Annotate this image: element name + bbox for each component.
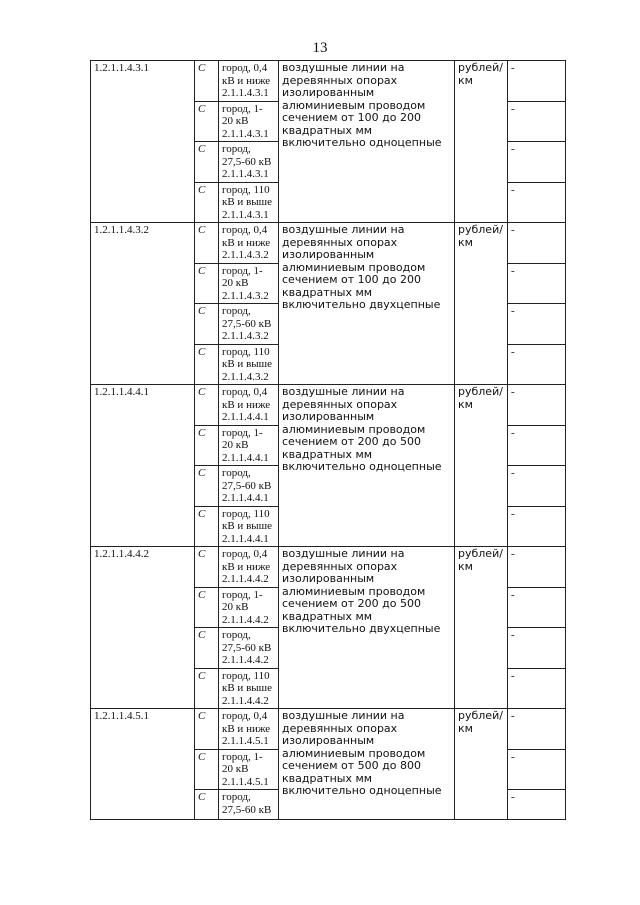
row-value: - — [508, 142, 566, 183]
row-value: - — [508, 344, 566, 385]
row-code: 1.2.1.1.4.4.1 — [91, 385, 195, 547]
row-region: город, 110 кВ и выше 2.1.1.4.4.1 — [219, 506, 279, 547]
row-letter: C — [195, 466, 219, 507]
row-description: воздушные линии на деревянных опорах изолированным алюминиевым проводом сечением от 500 до 800 квадратных мм включительно одноцепные — [279, 709, 455, 820]
row-description: воздушные линии на деревянных опорах изолированным алюминиевым проводом сечением от 200 до 500 квадратных мм включительно одноцепные — [279, 385, 455, 547]
row-code: 1.2.1.1.4.4.2 — [91, 547, 195, 709]
row-description: воздушные линии на деревянных опорах изолированным алюминиевым проводом сечением от 100 до 200 квадратных мм включительно двухцепные — [279, 223, 455, 385]
row-description: воздушные линии на деревянных опорах изолированным алюминиевым проводом сечением от 200 до 500 квадратных мм включительно двухцепные — [279, 547, 455, 709]
row-letter: C — [195, 182, 219, 223]
row-region: город, 27,5-60 кВ 2.1.1.4.4.1 — [219, 466, 279, 507]
row-letter: C — [195, 506, 219, 547]
row-value: - — [508, 790, 566, 820]
row-code: 1.2.1.1.4.5.1 — [91, 709, 195, 820]
row-region: город, 110 кВ и выше 2.1.1.4.4.2 — [219, 668, 279, 709]
row-region: город, 110 кВ и выше 2.1.1.4.3.1 — [219, 182, 279, 223]
row-region: город, 1- 20 кВ 2.1.1.4.4.2 — [219, 587, 279, 628]
row-unit: рублей/ км — [455, 547, 508, 709]
row-region: город, 1- 20 кВ 2.1.1.4.5.1 — [219, 749, 279, 790]
row-unit: рублей/ км — [455, 61, 508, 223]
row-letter: C — [195, 223, 219, 264]
row-region: город, 1- 20 кВ 2.1.1.4.3.1 — [219, 101, 279, 142]
table-row — [91, 223, 566, 264]
row-value: - — [508, 466, 566, 507]
row-value: - — [508, 547, 566, 588]
row-letter: C — [195, 344, 219, 385]
row-value: - — [508, 223, 566, 264]
row-region: город, 0,4 кВ и ниже 2.1.1.4.4.1 — [219, 385, 279, 426]
row-region: город, 27,5-60 кВ 2.1.1.4.3.2 — [219, 304, 279, 345]
row-region: город, 1- 20 кВ 2.1.1.4.4.1 — [219, 425, 279, 466]
row-value: - — [508, 709, 566, 750]
row-region: город, 27,5-60 кВ — [219, 790, 279, 820]
tariff-table-body — [91, 61, 566, 820]
row-value: - — [508, 587, 566, 628]
tariff-table — [90, 60, 566, 820]
row-description: воздушные линии на деревянных опорах изолированным алюминиевым проводом сечением от 100 до 200 квадратных мм включительно одноцепные — [279, 61, 455, 223]
row-letter: C — [195, 304, 219, 345]
row-value: - — [508, 182, 566, 223]
row-value: - — [508, 628, 566, 669]
row-code: 1.2.1.1.4.3.1 — [91, 61, 195, 223]
table-row — [91, 385, 566, 426]
row-letter: C — [195, 547, 219, 588]
row-value: - — [508, 385, 566, 426]
row-value: - — [508, 304, 566, 345]
row-region: город, 1- 20 кВ 2.1.1.4.3.2 — [219, 263, 279, 304]
row-region: город, 27,5-60 кВ 2.1.1.4.3.1 — [219, 142, 279, 183]
row-value: - — [508, 101, 566, 142]
row-letter: C — [195, 668, 219, 709]
row-letter: C — [195, 61, 219, 102]
row-unit: рублей/ км — [455, 709, 508, 820]
page-number: 13 — [312, 40, 328, 56]
row-code: 1.2.1.1.4.3.2 — [91, 223, 195, 385]
row-value: - — [508, 263, 566, 304]
row-value: - — [508, 749, 566, 790]
row-letter: C — [195, 263, 219, 304]
row-region: город, 0,4 кВ и ниже 2.1.1.4.3.1 — [219, 61, 279, 102]
row-unit: рублей/ км — [455, 223, 508, 385]
table-row — [91, 61, 566, 102]
row-unit: рублей/ км — [455, 385, 508, 547]
row-region: город, 0,4 кВ и ниже 2.1.1.4.5.1 — [219, 709, 279, 750]
row-region: город, 0,4 кВ и ниже 2.1.1.4.3.2 — [219, 223, 279, 264]
row-letter: C — [195, 628, 219, 669]
row-letter: C — [195, 709, 219, 750]
row-value: - — [508, 425, 566, 466]
row-region: город, 0,4 кВ и ниже 2.1.1.4.4.2 — [219, 547, 279, 588]
table-row — [91, 709, 566, 750]
row-region: город, 27,5-60 кВ 2.1.1.4.4.2 — [219, 628, 279, 669]
row-letter: C — [195, 385, 219, 426]
row-letter: C — [195, 587, 219, 628]
row-value: - — [508, 61, 566, 102]
row-letter: C — [195, 142, 219, 183]
row-letter: C — [195, 790, 219, 820]
row-value: - — [508, 668, 566, 709]
row-value: - — [508, 506, 566, 547]
row-region: город, 110 кВ и выше 2.1.1.4.3.2 — [219, 344, 279, 385]
row-letter: C — [195, 425, 219, 466]
row-letter: C — [195, 101, 219, 142]
table-row — [91, 547, 566, 588]
row-letter: C — [195, 749, 219, 790]
